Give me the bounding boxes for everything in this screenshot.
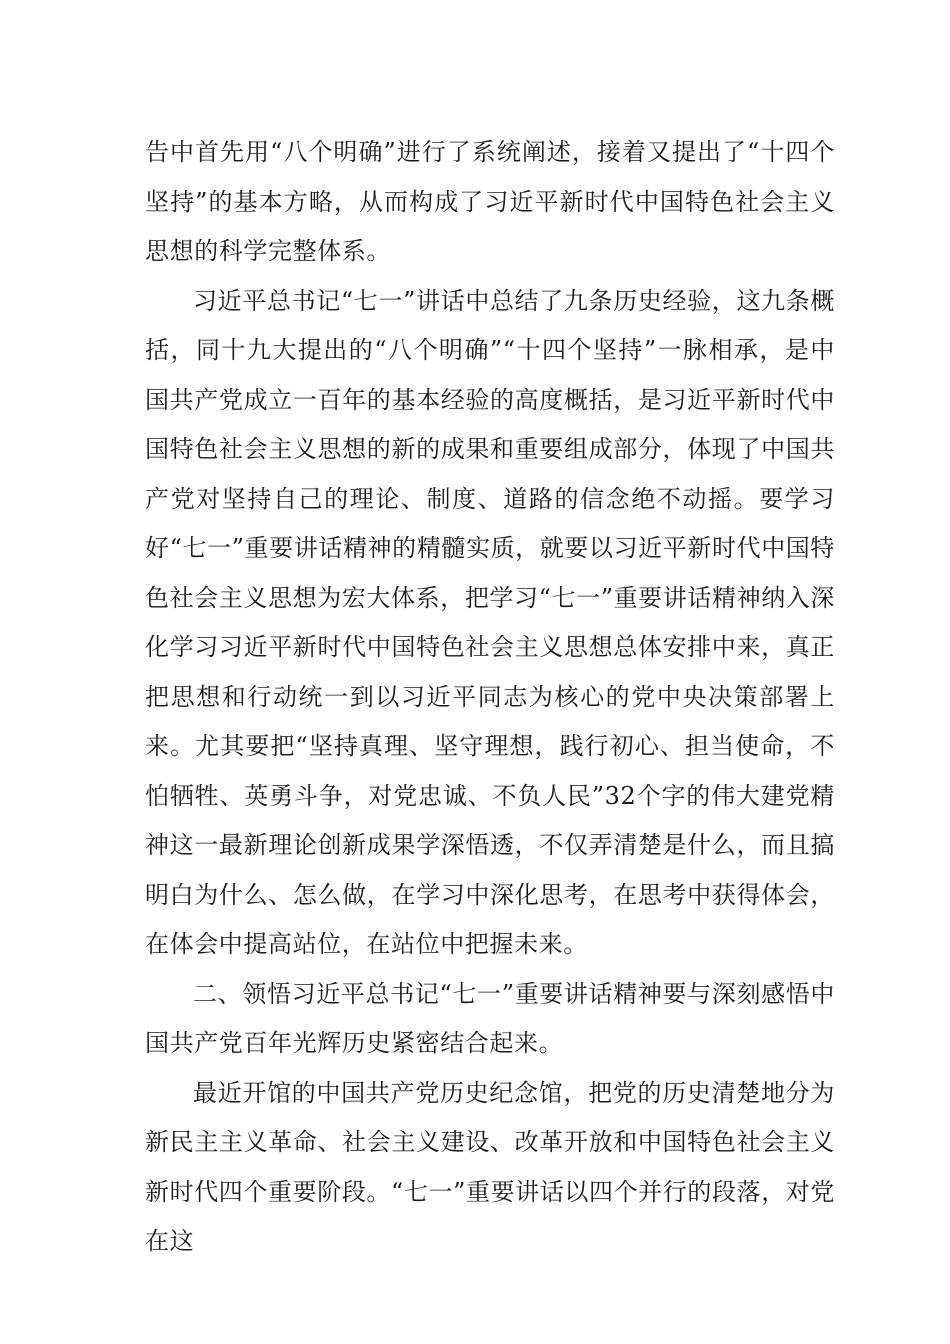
- paragraph-historical-experience: 习近平总书记“七一”讲话中总结了九条历史经验，这九条概括，同十九大提出的“八个明确”“十四个坚持”一脉相承，是中国共产党成立一百年的基本经验的高度概括，是习近平新时代中国特色社会主义思想的新的成果和重要组成部分，体现了中国共产党对坚持自己的理论、制度、道路的信念绝不动摇。要学习好“七一”重要讲话精神的精髓实质，就要以习近平新时代中国特色社会主义思想为宏大体系，把学习“七一”重要讲话精神纳入深化学习习近平新时代中国特色社会主义思想总体安排中来，真正把思想和行动统一到以习近平同志为核心的党中央决策部署上来。尤其要把“坚持真理、坚守理想，践行初心、担当使命，不怕牺牲、英勇斗争，对党忠诚、不负人民”32个字的伟大建党精神这一最新理论创新成果学深悟透，不仅弄清楚是什么，而且搞明白为什么、怎么做，在学习中深化思考，在思考中获得体会，在体会中提高站位，在站位中把握未来。: [145, 286, 835, 958]
- paragraph-continuation: 告中首先用“八个明确”进行了系统阐述，接着又提出了“十四个坚持”的基本方略，从而构成了习近平新时代中国特色社会主义思想的科学完整体系。: [145, 138, 835, 265]
- document-body: [145, 128, 835, 1267]
- paragraph-history-museum: 最近开馆的中国共产党历史纪念馆，把党的历史清楚地分为新民主主义革命、社会主义建设、改革开放和中国特色社会主义新时代四个重要阶段。“七一”重要讲话以四个并行的段落，对党在这: [145, 1078, 835, 1255]
- section-heading-two: 二、领悟习近平总书记“七一”重要讲话精神要与深刻感悟中国共产党百年光辉历史紧密结合起来。: [145, 979, 835, 1057]
